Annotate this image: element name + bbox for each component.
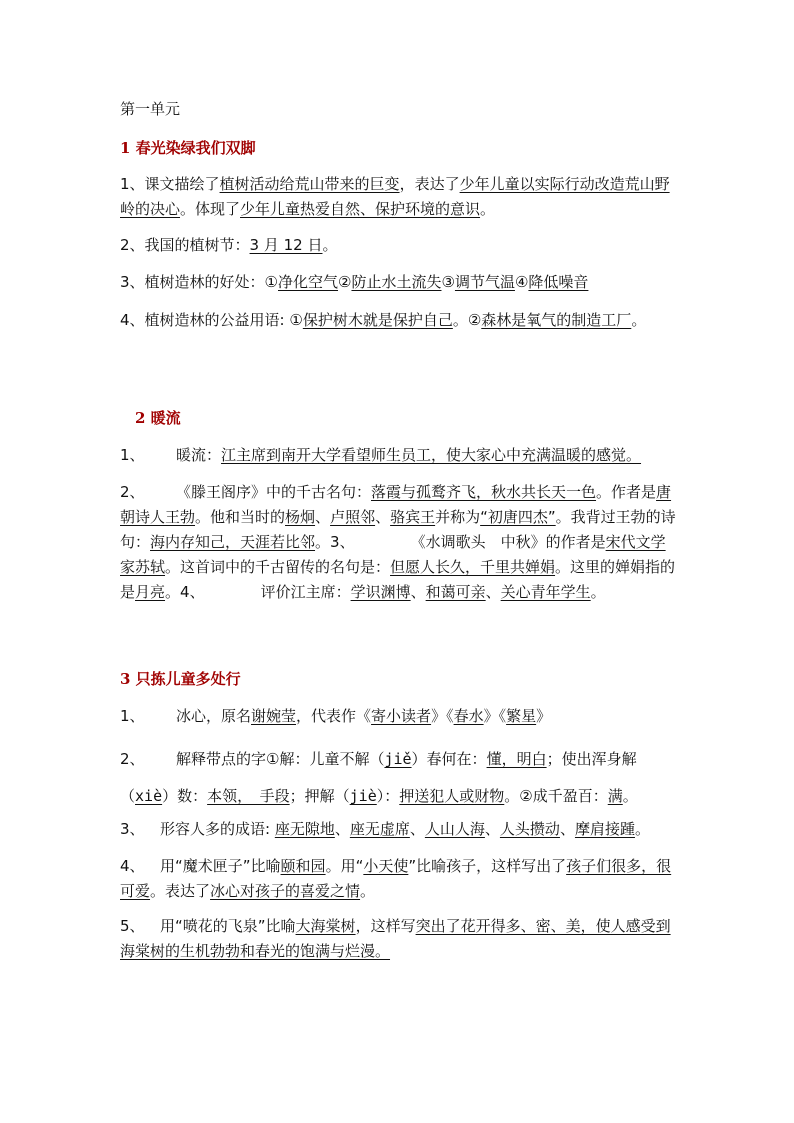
answer: 谢婉莹 — [251, 707, 297, 725]
text: 、 — [484, 820, 500, 838]
text: 。3、 — [315, 533, 355, 551]
text: ）： — [376, 787, 400, 805]
answer: “初唐四杰” — [480, 508, 556, 526]
text: 》《 — [431, 707, 454, 725]
text: 。 — [634, 820, 650, 838]
answer: 春水 — [453, 707, 484, 725]
answer: 冰心对孩子的喜爱之情 — [210, 882, 361, 900]
text: ③ — [441, 273, 455, 291]
text: ，表达了 — [399, 175, 460, 193]
text: 。这首词中的千古留传的名句是： — [165, 558, 391, 576]
text: 形容人多的成语: — [160, 820, 275, 838]
answer: 本领， 手段 — [207, 787, 290, 805]
text: ，这样写 — [355, 917, 416, 935]
answer: 和蔼可亲 — [425, 583, 486, 601]
text: 。 — [360, 882, 376, 900]
item-number: 4、 — [120, 857, 145, 875]
text: 。 — [590, 583, 606, 601]
item-number: 2、 — [120, 750, 145, 768]
answer: 少年儿童热爱自然、保护环境的意识 — [240, 200, 481, 218]
text: ；使出浑身解（ — [120, 750, 637, 805]
answer: jiè — [349, 787, 377, 805]
answer: jiě — [384, 750, 412, 768]
section-3-heading: 3 只拣儿童多处行 — [120, 670, 241, 688]
text: 《水调歌头 中秋》的作者是 — [410, 533, 606, 551]
answer: 植树活动给荒山带来的巨变 — [219, 175, 400, 193]
answer: 但愿人长久，千里共婵娟 — [390, 558, 556, 576]
text: 冰心，原名 — [176, 707, 252, 725]
answer: 净化空气 — [278, 273, 339, 291]
text: 、 — [334, 820, 350, 838]
answer: 学识渊博 — [350, 583, 411, 601]
section-2-heading: 2 暖流 — [135, 409, 181, 427]
answer: 寄小读者 — [371, 707, 432, 725]
answer: 月亮 — [135, 583, 166, 601]
answer: 大海棠树 — [295, 917, 356, 935]
answer: 摩肩接踵 — [574, 820, 635, 838]
text: 。我背过王勃的诗句： — [120, 508, 676, 551]
s3-item-3 — [120, 817, 680, 842]
s1-item-3 — [120, 270, 680, 295]
answer: 繁星 — [506, 707, 537, 725]
text: 暖流： — [176, 446, 222, 464]
text: 、 — [375, 508, 391, 526]
item-number: 3、 — [120, 820, 145, 838]
s3-item-5 — [120, 914, 680, 964]
text: 。 — [322, 236, 338, 254]
s2-item-1 — [120, 443, 680, 468]
answer: 江主席到南开大学看望师生员工，使大家心中充满温暖的感觉。 — [221, 446, 642, 464]
answer: 防止水土流失 — [351, 273, 442, 291]
s3-item-2 — [120, 741, 680, 815]
answer: 调节气温 — [454, 273, 515, 291]
answer: 小天使 — [363, 857, 409, 875]
answer: 卢照邻 — [330, 508, 376, 526]
item-number: 1、 — [120, 707, 145, 725]
answer: 突出了花开得多、密、美，使人感受到海棠树的生机勃勃和春光的饱满与烂漫。 — [120, 917, 671, 960]
unit-title: 第一单元 — [120, 100, 181, 118]
answer: 杨炯 — [285, 508, 316, 526]
text: 。这里的婵娟指的是 — [120, 558, 676, 601]
answer: 3 月 12 日 — [249, 236, 323, 254]
s1-item-2 — [120, 233, 680, 258]
s1-item-4 — [120, 308, 680, 333]
text: 。表达了 — [150, 882, 211, 900]
text: 、 — [315, 508, 331, 526]
text: 、 — [485, 583, 501, 601]
text: 。他和当时的 — [195, 508, 286, 526]
text: 。② — [452, 311, 482, 329]
text: 用“喷花的飞泉”比喻 — [160, 917, 296, 935]
text: 1、课文描绘了 — [120, 175, 220, 193]
text: ”比喻孩子，这样写出了 — [408, 857, 567, 875]
text: 、 — [410, 583, 426, 601]
text: ，代表作《 — [296, 707, 372, 725]
answer: 森林是氧气的制造工厂 — [481, 311, 632, 329]
text: 、 — [409, 820, 425, 838]
answer: 保护树木就是保护自己 — [302, 311, 453, 329]
text: 。 — [631, 311, 647, 329]
text: ④ — [514, 273, 529, 291]
item-number: 5、 — [120, 917, 145, 935]
text: 》 — [536, 707, 552, 725]
answer: 懂，明白 — [486, 750, 547, 768]
text: 。作者是 — [596, 483, 657, 501]
answer: 骆宾王 — [390, 508, 436, 526]
text: 4、植树造林的公益用语: ① — [120, 311, 303, 329]
answer: 人山人海 — [424, 820, 485, 838]
answer: 降低噪音 — [528, 273, 589, 291]
answer: 人头攒动 — [499, 820, 560, 838]
item-number: 1、 — [120, 446, 145, 464]
s2-item-2 — [120, 480, 680, 605]
answer: 落霞与孤鹜齐飞，秋水共长天一色 — [371, 483, 597, 501]
text: 并称为 — [435, 508, 481, 526]
text: ）数： — [162, 787, 208, 805]
item-number: 2、 — [120, 483, 145, 501]
s3-item-4 — [120, 854, 680, 904]
text: 。用“ — [325, 857, 364, 875]
text: 3、植树造林的好处：① — [120, 273, 278, 291]
text: 《滕王阁序》中的千古名句： — [176, 483, 372, 501]
text: 。4、 — [165, 583, 205, 601]
section-1-heading: 1 春光染绿我们双脚 — [120, 139, 256, 157]
text: 。②成千盈百： — [504, 787, 608, 805]
s1-item-1 — [120, 172, 680, 222]
answer: 座无隙地 — [274, 820, 335, 838]
answer: xiè — [135, 787, 163, 805]
text: ② — [338, 273, 352, 291]
answer: 颐和园 — [280, 857, 326, 875]
text: 。 — [622, 787, 638, 805]
text: 。体现了 — [180, 200, 241, 218]
s3-item-1 — [120, 704, 680, 729]
answer: 宋代文学家苏轼 — [120, 533, 666, 576]
text: ；押解（ — [289, 787, 350, 805]
answer: 满 — [607, 787, 623, 805]
answer: 座无虚席 — [349, 820, 410, 838]
answer: 押送犯人或财物 — [399, 787, 505, 805]
text: 评价江主席： — [260, 583, 351, 601]
text: 》《 — [483, 707, 507, 725]
answer: 少年儿童以实际行动改造荒山野岭的决心 — [120, 175, 670, 218]
answer: 孩子们很多，很可爱 — [120, 857, 672, 900]
text: ）春何在： — [411, 750, 487, 768]
text: 2、我国的植树节： — [120, 236, 250, 254]
answer: 关心青年学生 — [500, 583, 591, 601]
text: 、 — [559, 820, 575, 838]
answer: 海内存知己，天涯若比邻 — [150, 533, 316, 551]
text: 解释带点的字①解：儿童不解（ — [176, 750, 385, 768]
text: 。 — [480, 200, 496, 218]
text: 用“魔术匣子”比喻 — [160, 857, 281, 875]
answer: 唐朝诗人王勃 — [120, 483, 672, 526]
